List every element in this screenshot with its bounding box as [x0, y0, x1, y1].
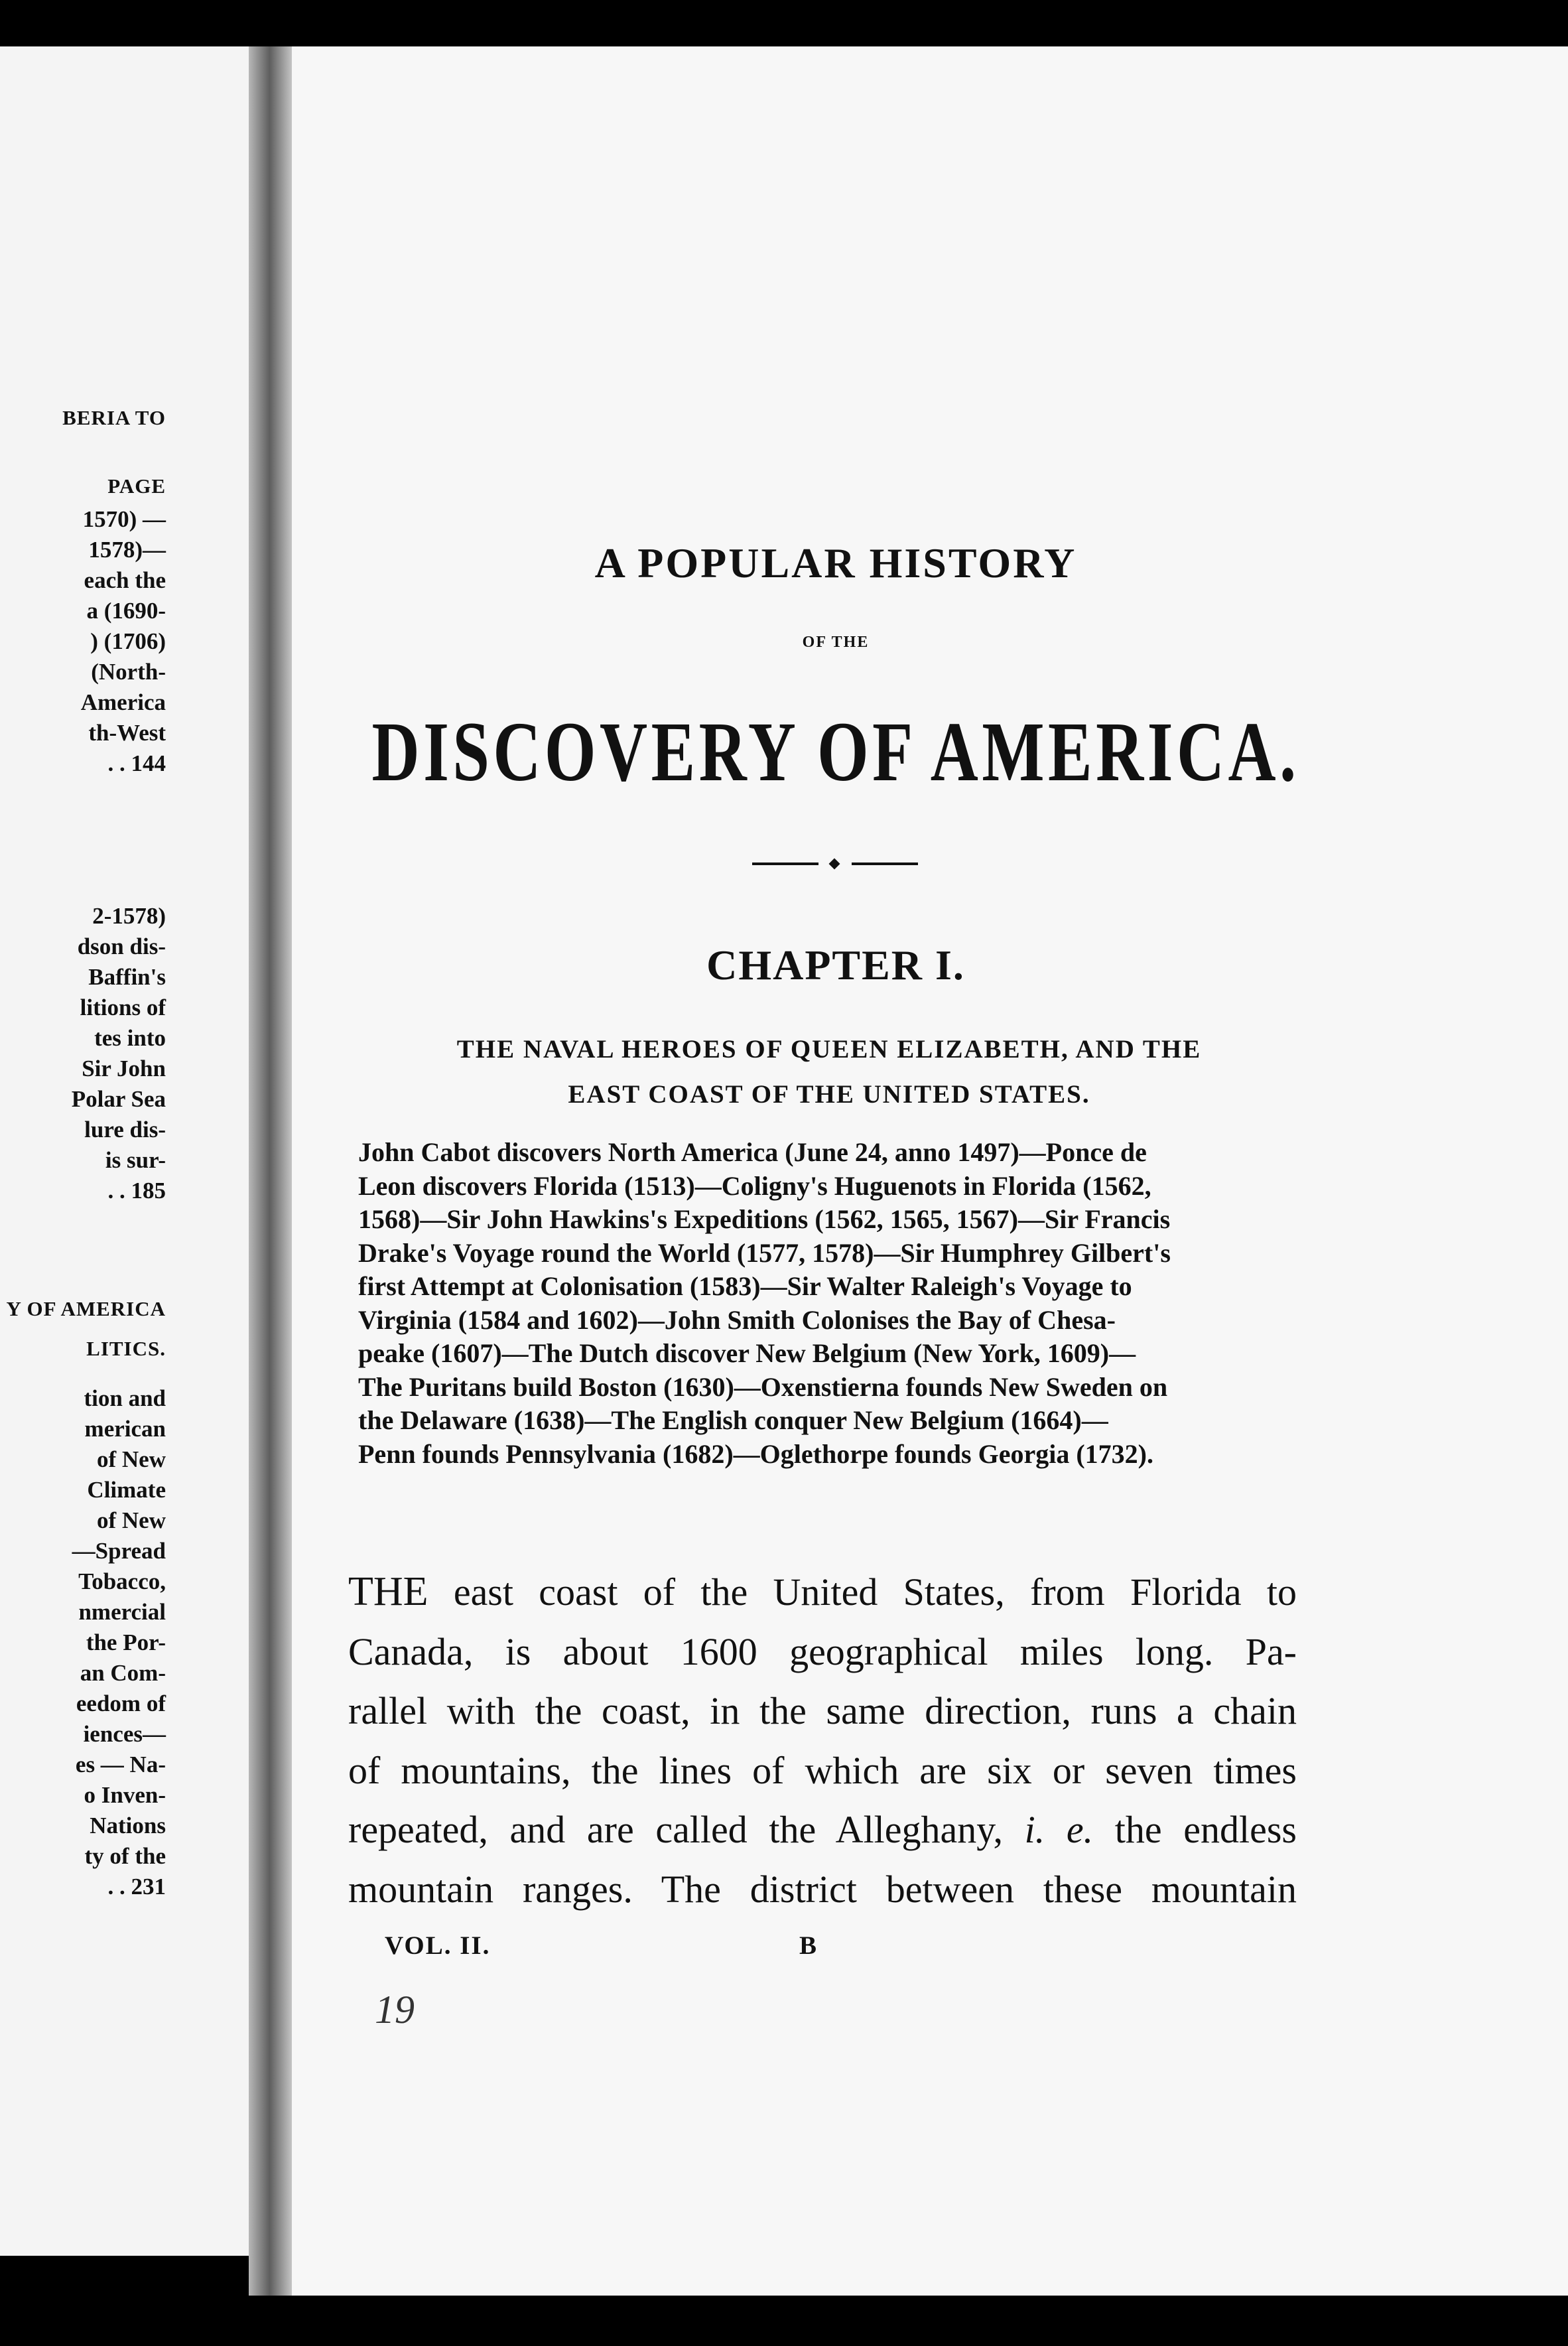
summary-line: The Puritans build Boston (1630)—Oxenstierna founds New Sweden on: [358, 1371, 1168, 1402]
left-contents-line: tes into: [94, 1025, 166, 1051]
left-contents-line: iences—: [83, 1721, 166, 1747]
body-line-1-rest: east coast of the United States, from Florida to: [428, 1570, 1297, 1614]
body-text: [348, 1562, 1297, 1919]
left-contents-line: . . 231: [107, 1874, 166, 1899]
summary-line: peake (1607)—The Dutch discover New Belgium (New York, 1609)—: [358, 1338, 1136, 1368]
handwritten-mark: 19: [375, 1988, 415, 2032]
left-contents-line: Baffin's: [88, 964, 166, 990]
left-contents-line: Climate: [87, 1477, 166, 1503]
left-contents-line: America: [80, 689, 166, 715]
left-contents-line: Sir John: [82, 1056, 166, 1081]
left-section3-header: Y OF AMERICA: [6, 1297, 166, 1320]
body-line: mountain ranges. The district between these mountain: [348, 1867, 1297, 1911]
left-contents-line: litions of: [80, 995, 166, 1020]
title-line-2: OF THE: [802, 634, 870, 651]
left-contents-line: Polar Sea: [71, 1086, 166, 1112]
summary-line: first Attempt at Colonisation (1583)—Sir Walter Raleigh's Voyage to: [358, 1271, 1132, 1301]
left-contents-line: of New: [97, 1446, 166, 1472]
left-contents-line: th-West: [88, 720, 166, 746]
summary-line: 1568)—Sir John Hawkins's Expeditions (1562, 1565, 1567)—Sir Francis: [358, 1204, 1171, 1234]
summary-line: Drake's Voyage round the World (1577, 1578)—Sir Humphrey Gilbert's: [358, 1237, 1171, 1268]
left-contents-line: of New: [97, 1507, 166, 1533]
left-contents-line: lure dis-: [84, 1117, 166, 1142]
body-line-5-ie: i. e.: [1024, 1808, 1094, 1851]
body-line: [348, 1800, 1297, 1860]
body-first-word: THE: [348, 1569, 428, 1614]
summary-line: Virginia (1584 and 1602)—John Smith Colonises the Bay of Chesa-: [358, 1304, 1116, 1335]
title-line-3: DISCOVERY OF AMERICA.: [371, 705, 1300, 799]
left-contents-line: dson dis-: [77, 933, 166, 959]
left-contents-line: 2-1578): [92, 903, 166, 929]
body-line-5-a: repeated, and are called the Alleghany,: [348, 1808, 1025, 1851]
left-contents-line: . . 144: [107, 750, 166, 776]
left-contents-line: nmercial: [78, 1599, 166, 1625]
left-contents-line: Nations: [90, 1813, 166, 1838]
left-page-label: PAGE: [107, 474, 166, 498]
left-contents-line: each the: [84, 567, 166, 593]
body-line: [348, 1562, 1297, 1622]
left-contents-line: 1570) —: [82, 506, 166, 532]
book-gutter: [249, 46, 295, 2296]
footer-volume: VOL. II.: [385, 1931, 491, 1960]
body-line-5-b: the endless: [1093, 1808, 1297, 1851]
left-contents-line: Tobacco,: [78, 1568, 166, 1594]
left-contents-line: . . 185: [107, 1178, 166, 1204]
body-line: Canada, is about 1600 geographical miles long. Pa-: [348, 1629, 1297, 1673]
left-contents-line: ty of the: [84, 1843, 166, 1869]
left-contents-line: a (1690-: [86, 598, 166, 624]
chapter-summary: [358, 1136, 1293, 1471]
left-section3-lines: [0, 1383, 166, 1902]
left-contents-line: the Por-: [86, 1629, 166, 1655]
title-line-1: A POPULAR HISTORY: [594, 539, 1077, 586]
chapter-heading: CHAPTER I.: [706, 941, 965, 989]
chapter-subtitle-line-1: THE NAVAL HEROES OF QUEEN ELIZABETH, AND THE: [456, 1035, 1202, 1064]
left-contents-line: is sur-: [105, 1147, 166, 1173]
left-contents-line: —Spread: [72, 1538, 166, 1564]
left-contents-line: o Inven-: [84, 1782, 166, 1808]
left-contents-line: eedom of: [76, 1690, 166, 1716]
body-line: rallel with the coast, in the same direction, runs a chain: [348, 1689, 1297, 1732]
summary-line: Penn founds Pennsylvania (1682)—Oglethorpe founds Georgia (1732).: [358, 1438, 1153, 1469]
chapter-subtitle-line-2: EAST COAST OF THE UNITED STATES.: [568, 1080, 1090, 1109]
left-contents-line: merican: [84, 1416, 166, 1442]
footer-signature: B: [799, 1931, 818, 1960]
left-contents-line: an Com-: [80, 1660, 166, 1686]
left-section1-header: BERIA TO: [62, 406, 166, 429]
left-contents-line: ) (1706): [90, 628, 166, 654]
left-contents-line: 1578)—: [88, 537, 166, 563]
body-line: of mountains, the lines of which are six or seven times: [348, 1748, 1297, 1792]
summary-line: John Cabot discovers North America (June 24, anno 1497)—Ponce de: [358, 1137, 1147, 1167]
left-contents-line: (North-: [91, 659, 166, 685]
summary-line: the Delaware (1638)—The English conquer New Belgium (1664)—: [358, 1405, 1108, 1435]
left-section3-subheader: LITICS.: [86, 1337, 166, 1360]
left-contents-line: tion and: [84, 1385, 166, 1411]
summary-line: Leon discovers Florida (1513)—Coligny's Huguenots in Florida (1562,: [358, 1170, 1151, 1201]
title-ornament-divider: [752, 860, 918, 866]
left-contents-line: es — Na-: [75, 1752, 166, 1777]
